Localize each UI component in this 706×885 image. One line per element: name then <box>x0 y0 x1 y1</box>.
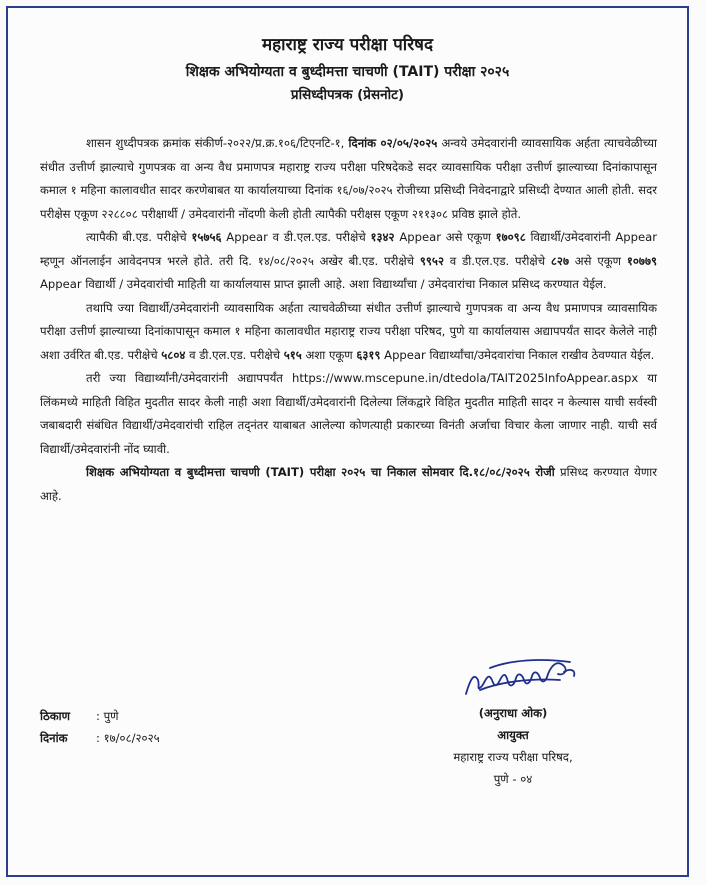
organization-title: महाराष्ट्र राज्य परीक्षा परिषद <box>261 35 434 55</box>
p2-text: Appear विद्यार्थी / उमेदवारांची माहिती या कार्यालयास प्राप्त झाली आहे. अशा विद्यार्थ्यांचा / उमेदवारांचा निकाल प्रसिध्द करण्यात येईल. <box>40 277 607 291</box>
p2-text: असे एकूण <box>568 253 627 268</box>
p3-deled-withheld: ५१५ <box>283 347 302 362</box>
p3-text: व डी.एल.एड. परीक्षेचे <box>185 347 284 362</box>
date-row <box>40 727 160 749</box>
p3-text: Appear विद्यार्थ्यांचा/उमेदवारांचा निकाल राखीव ठेवण्यात येईल. <box>380 347 655 362</box>
p1-text: शासन शुध्दीपत्रक क्रमांक संकीर्ण-२०२२/प्र.क्र.१०६/टिएनटि-१, <box>86 136 349 150</box>
press-note-document <box>6 6 689 877</box>
signatory-title: आयुक्त <box>497 728 529 742</box>
date-label: दिनांक <box>40 731 68 745</box>
signature-image <box>460 650 590 702</box>
p2-bed-appear: १५७५६ <box>191 230 222 244</box>
p2-bed-received: ९९५२ <box>419 253 444 268</box>
document-header <box>8 34 687 105</box>
p4-text: तरी ज्या विद्यार्थ्यांनी/उमेदवारांनी अद्यापपर्यंत <box>86 371 292 385</box>
info-appear-link[interactable]: https://www.mscepune.in/dtedola/TAIT2025InfoAppear.aspx <box>291 371 639 385</box>
place-label: ठिकाण <box>40 709 71 723</box>
place-value: : पुणे <box>96 709 119 723</box>
signatory-organization: महाराष्ट्र राज्य परीक्षा परिषद, <box>453 750 573 764</box>
p2-text: व डी.एल.एड. परीक्षेचे <box>443 253 551 268</box>
p4-text: या लिंकमध्ये माहिती विहित मुदतीत सादर केली नाही अशा विद्यार्थी/उमेदवारांनी दिलेल्या लिंकद्वारे विहित मुदतीत माहिती सादर न केल्यास याची सर्वस्वी जबाबदारी संबंधित विद्यार्थी/उमेदवारांची राहिल तद्नंतर याबाबत आलेल्या कोणत्याही प्रकारच्या विनंती अर्जाचा विचार केला जाणार नाही. याची सर्व विद्यार्थी/उमेदवारांनी नोंद घ्यावी. <box>40 371 657 456</box>
signatory-name: (अनुराधा ओक) <box>478 706 548 720</box>
p3-text: तथापि ज्या विद्यार्थी/उमेदवारांनी व्यावसायिक अर्हता त्याचवेळीच्या संधीत उत्तीर्ण झाल्याचे गुणपत्रक वा अन्य वैध प्रमाणपत्र व्यावसायिक परीक्षा उत्तीर्ण झाल्याच्या दिनांकापासून कमाल १ महिना कालावधीत महाराष्ट्र राज्य परीक्षा परिषद, पुणे या कार्यालयास अद्यापपर्यंत सादर केलेले नाही अशा उर्वरित बी.एड. परीक्षेचे <box>40 300 657 362</box>
p2-deled-received: ८२७ <box>550 253 569 268</box>
p3-text: अशा एकूण <box>301 347 357 362</box>
place-row <box>40 705 160 727</box>
place-date-block <box>40 705 160 749</box>
signatory-city: पुणे - ०४ <box>493 772 533 786</box>
p2-deled-appear: १३४२ <box>370 230 395 244</box>
p2-total-received: १०७७९ <box>626 253 658 268</box>
p2-text: Appear असे एकूण <box>394 230 496 244</box>
result-announcement: शिक्षक अभियोग्यता व बुध्दीमत्ता चाचणी (TAIT) परीक्षा २०२५ चा निकाल सोमवार दि.१८/०८/२०२५ रोजी <box>86 465 555 479</box>
p1-text-rest: अन्वये उमेदवारांनी व्यावसायिक अर्हता त्याचवेळीच्या संधीत उत्तीर्ण झाल्याचे गुणपत्रक वा अन्य वैध प्रमाणपत्र महाराष्ट्र राज्य परीक्षा परिषदेकडे सदर व्यावसायिक परीक्षा उत्तीर्ण झाल्याच्या दिनांकापासून कमाल १ महिना कालावधीत सादर करणेबाबत या कार्यालयाच्या दिनांक १६/०७/२०२५ रोजीच्या प्रसिध्दी निवेदनाद्वारे प्रसिध्दी देण्यात आली होती. सदर परीक्षेस एकूण २२८८०८ परीक्षार्थी / उमेदवारांनी नोंदणी केली होती त्यापैकी परीक्षस एकूण २११३०८ प्रविष्ठ झाले होते. <box>40 136 657 221</box>
paragraph-2 <box>40 226 657 297</box>
date-value: : १७/०८/२०२५ <box>96 731 160 745</box>
p2-total-appear: १७०९८ <box>495 230 526 244</box>
signatory-block <box>408 702 618 790</box>
paragraph-1 <box>40 132 657 226</box>
p5-text: प्रसिध्द करण्यात येणार आहे. <box>40 465 657 503</box>
document-type: प्रसिध्दीपत्रक (प्रेसनोट) <box>290 87 405 103</box>
paragraph-3 <box>40 297 657 368</box>
paragraph-4 <box>40 367 657 461</box>
p2-text: Appear व डी.एल.एड. परीक्षेचे <box>221 230 371 244</box>
p2-text: विद्यार्थी/उमेदवारांनी Appear म्हणून ऑनलाईन आवेदनपत्र भरले होते. तरी दि. १४/०८/२०२५ अखेर बी.एड. परीक्षेचे <box>40 230 657 268</box>
p3-bed-withheld: ५८०४ <box>161 347 186 362</box>
p2-text: त्यापैकी बी.एड. परीक्षेचे <box>86 230 192 244</box>
p1-date: दिनांक ०२/०५/२०२५ <box>348 136 438 150</box>
document-body <box>40 132 657 508</box>
paragraph-5 <box>40 461 657 508</box>
exam-title: शिक्षक अभियोग्यता व बुध्दीमत्ता चाचणी (TAIT) परीक्षा २०२५ <box>185 64 510 80</box>
p3-total-withheld: ६३१९ <box>356 347 381 362</box>
